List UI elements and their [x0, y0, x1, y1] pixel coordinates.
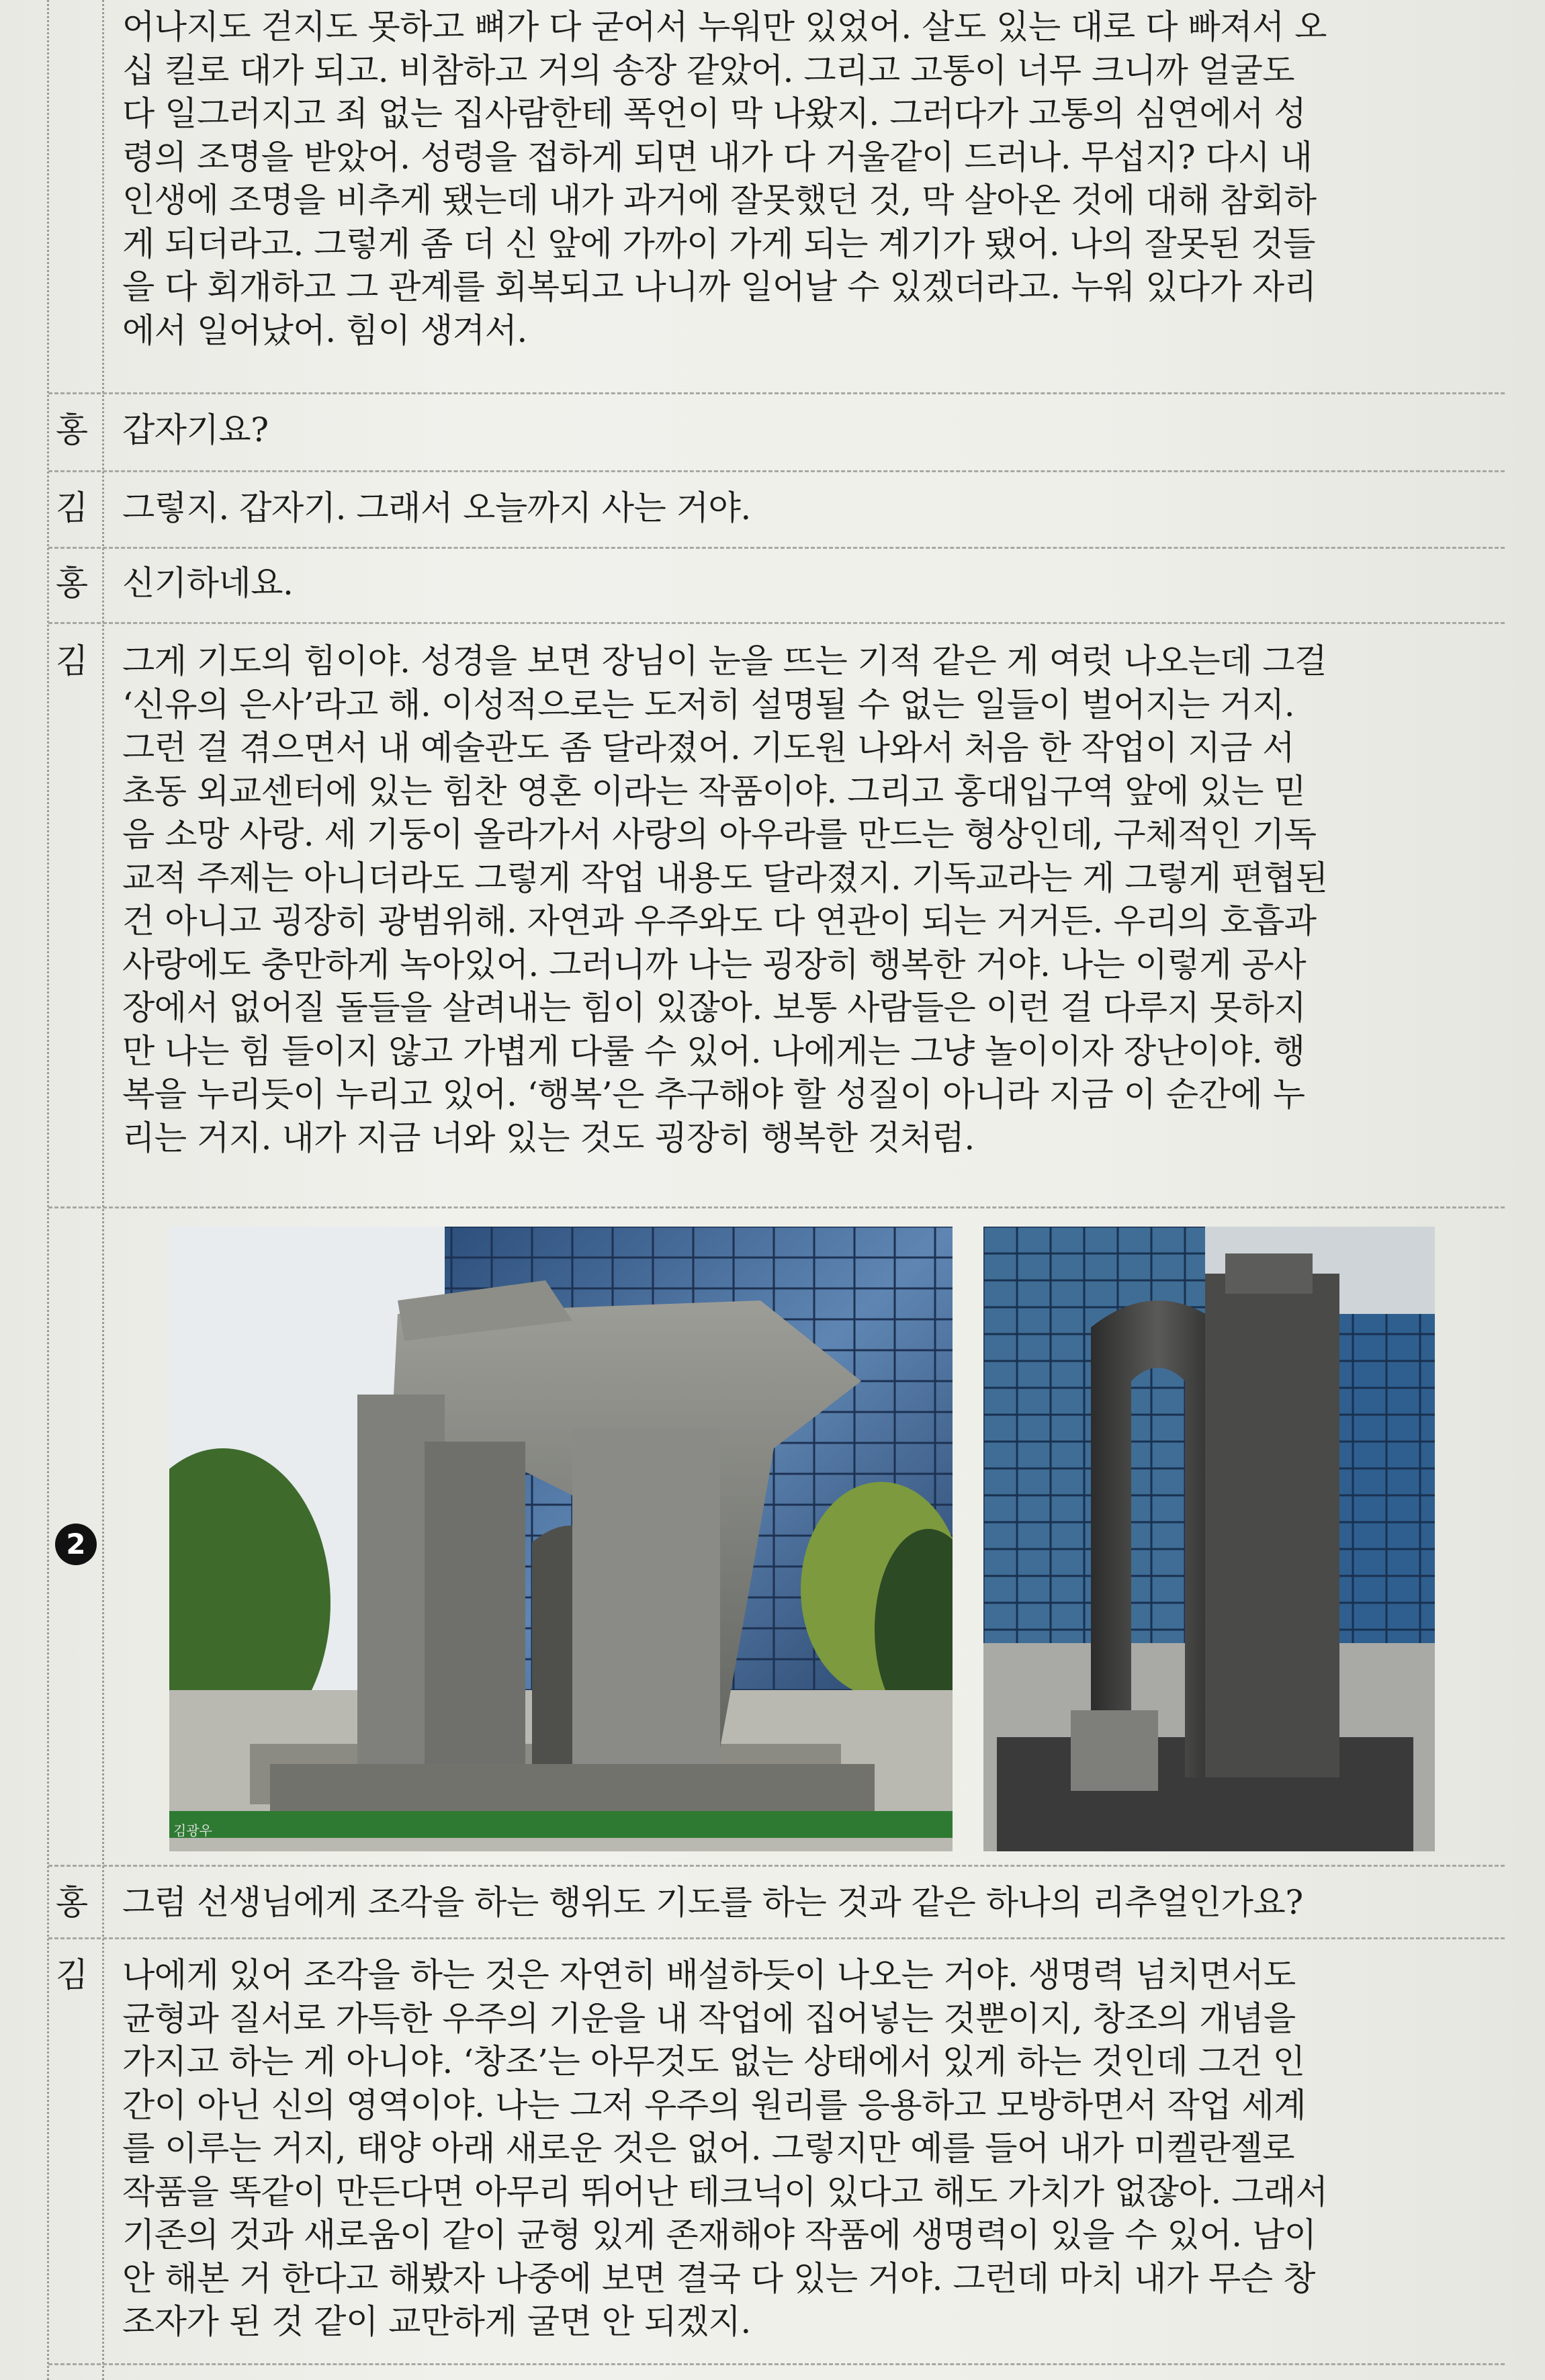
dialogue-text: 신기하네요.	[122, 564, 294, 603]
dialogue-text: 그럼 선생님에게 조각을 하는 행위도 기도를 하는 것과 같은 하나의 리추얼인가요?	[122, 1883, 1303, 1922]
dialogue-text: 갑자기요?	[122, 410, 269, 449]
row-divider	[48, 622, 1505, 624]
dialogue-text-continuation: 어나지도 걷지도 못하고 뼈가 다 굳어서 누워만 있었어. 살도 있는 대로 다 빠져서 오 십 킬로 대가 되고. 비참하고 거의 송장 같았어. 그리고 고통이 너무 크니까 얼굴도 다 일그러지고 죄 없는 집사람한테 폭언이 막 나왔지. 그러다가 고통의 심연에서 성 령의 조명을 받았어. 성령을 접하게 되면 내가 다 거울같이 드러나. 무섭지? 다시 내 인생에 조명을 비추게 됐는데 내가 과거에 잘못했던 것, 막 살아온 것에 대해 참회하 게 되더라고. 그렇게 좀 더 신 앞에 가까이 가게 되는 계기가 됐어. 나의 잘못된 것들 을 다 회개하고 그 관계를 회복되고 나니까 일어날 수 있겠더라고. 누워 있다가 자리 에서 일어났어. 힘이 생겨서.	[122, 7, 1327, 350]
row-divider	[48, 1206, 1505, 1208]
dialogue-text: 나에게 있어 조각을 하는 것은 자연히 배설하듯이 나오는 거야. 생명력 넘치면서도 균형과 질서로 가득한 우주의 기운을 내 작업에 집어넣는 것뿐이지, 창조의 개념을 가지고 하는 게 아니야. ‘창조’는 아무것도 없는 상태에서 있게 하는 것인데 그건 인 간이 아닌 신의 영역이야. 나는 그저 우주의 원리를 응용하고 모방하면서 작업 세계 를 이루는 거지, 태양 아래 새로운 것은 없어. 그렇지만 예를 들어 내가 미켈란젤로 작품을 똑같이 만든다면 아무리 뛰어난 테크닉이 있다고 해도 가치가 없잖아. 그래서 기존의 것과 새로움이 같이 균형 있게 존재해야 작품에 생명력이 있을 수 있어. 남이 안 해본 거 한다고 해봤자 나중에 보면 결국 다 있는 거야. 그런데 마치 내가 무슨 창 조자가 된 것 같이 교만하게 굴면 안 되겠지.	[122, 1955, 1328, 2341]
row-divider	[48, 1937, 1505, 1939]
speaker-label: 김	[55, 1955, 89, 1994]
photo-right	[983, 1227, 1435, 1851]
speaker-label: 홍	[55, 564, 89, 603]
photo-left	[169, 1227, 953, 1851]
speaker-label: 김	[55, 642, 89, 680]
row-divider	[48, 1865, 1505, 1867]
speaker-label: 홍	[55, 1883, 89, 1922]
column-rule-left	[47, 0, 49, 2380]
column-rule-speaker	[102, 0, 104, 2380]
speaker-label: 김	[55, 488, 89, 527]
dark-stone-sculpture-photo-icon	[983, 1227, 1435, 1851]
speaker-label: 홍	[55, 410, 89, 449]
photo-credit: 김광우	[173, 1822, 212, 1839]
row-divider	[48, 2363, 1505, 2365]
stone-sculpture-photo-icon	[169, 1227, 953, 1851]
row-divider	[48, 547, 1505, 549]
figure-number-badge: 2	[55, 1524, 97, 1565]
row-divider	[48, 392, 1505, 394]
dialogue-text: 그게 기도의 힘이야. 성경을 보면 장님이 눈을 뜨는 기적 같은 게 여럿 나오는데 그걸 ‘신유의 은사’라고 해. 이성적으로는 도저히 설명될 수 없는 일들이 벌어지는 거지. 그런 걸 겪으면서 내 예술관도 좀 달라졌어. 기도원 나와서 처음 한 작업이 지금 서 초동 외교센터에 있는 힘찬 영혼 이라는 작품이야. 그리고 홍대입구역 앞에 있는 믿 음 소망 사랑. 세 기둥이 올라가서 사랑의 아우라를 만드는 형상인데, 구체적인 기독 교적 주제는 아니더라도 그렇게 작업 내용도 달라졌지. 기독교라는 게 그렇게 편협된 건 아니고 굉장히 광범위해. 자연과 우주와도 다 연관이 되는 거거든. 우리의 호흡과 사랑에도 충만하게 녹아있어. 그러니까 나는 굉장히 행복한 거야. 나는 이렇게 공사 장에서 없어질 돌들을 살려내는 힘이 있잖아. 보통 사람들은 이런 걸 다루지 못하지 만 나는 힘 들이지 않고 가볍게 다룰 수 있어. 나에게는 그냥 놀이이자 장난이야. 행 복을 누리듯이 누리고 있어. ‘행복’은 추구해야 할 성질이 아니라 지금 이 순간에 누 리는 거지. 내가 지금 너와 있는 것도 굉장히 행복한 것처럼.	[122, 642, 1328, 1157]
dialogue-text: 그렇지. 갑자기. 그래서 오늘까지 사는 거야.	[122, 488, 751, 527]
row-divider	[48, 470, 1505, 472]
